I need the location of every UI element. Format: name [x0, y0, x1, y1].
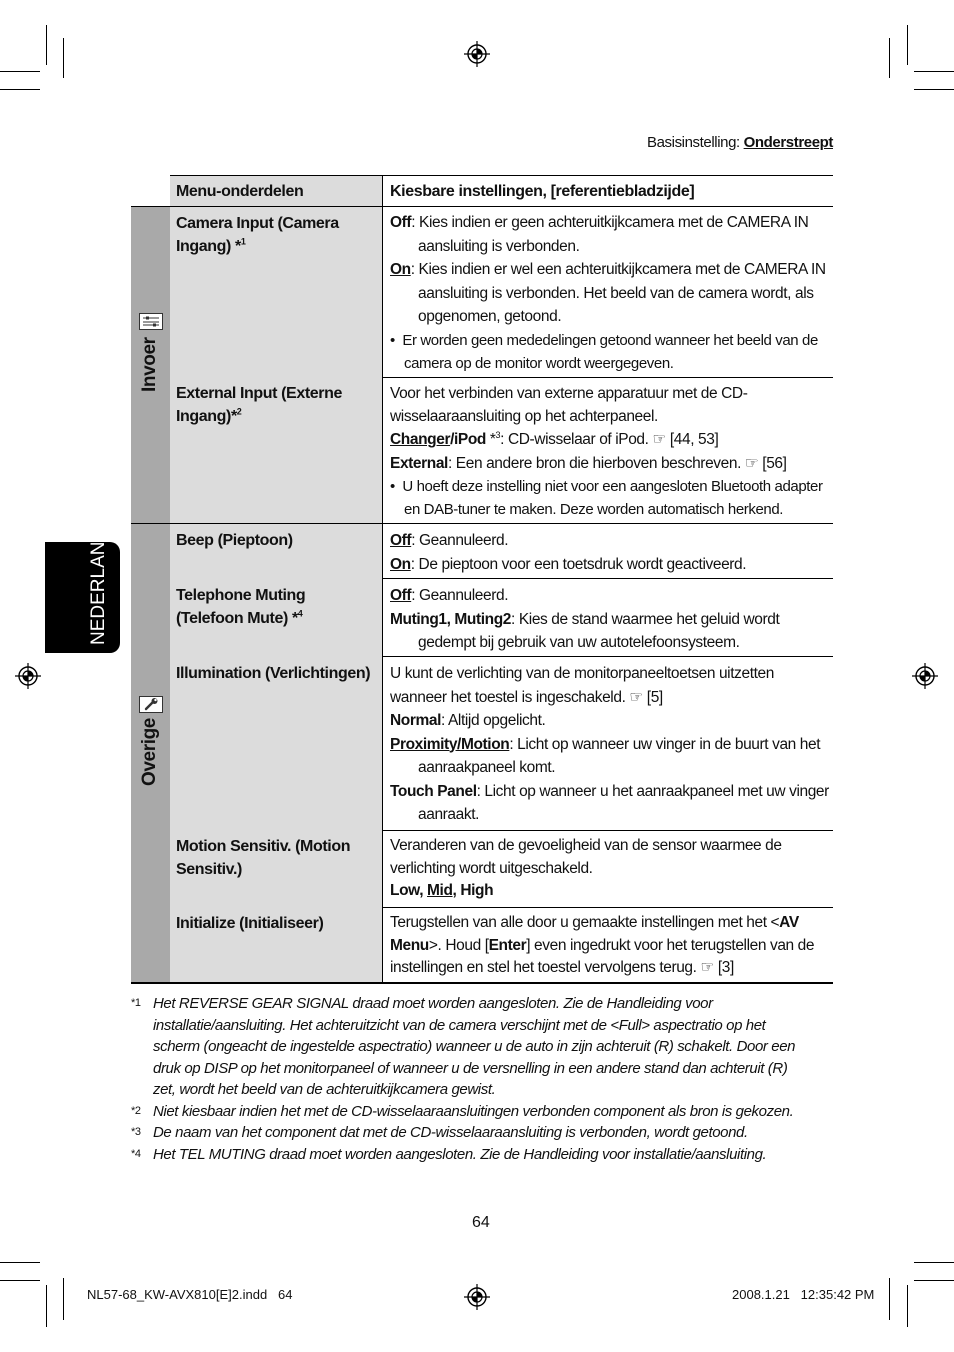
section-label-invoer: Invoer [139, 337, 160, 392]
wrench-icon [139, 696, 163, 713]
registration-mark-icon [464, 41, 490, 67]
default-setting-note [647, 134, 833, 151]
menu-item-motion-sensitiv: Motion Sensitiv. (Motion Sensitiv.) [176, 838, 351, 878]
menu-item-telephone-muting: Telephone Muting (Telefoon Mute) *$^4$ [176, 587, 306, 627]
print-file-name: NL57-68_KW-AVX810[E]2.indd 64 [87, 1287, 293, 1302]
menu-item-illumination: Illumination (Verlichtingen) [176, 665, 371, 682]
column-header-menu: Menu-onderdelen [176, 183, 304, 200]
settings-camera-input: Off: Kies indien er geen achteruitkijkcamera met de CAMERA IN aansluiting is verbonden. On: Kies indien er wel een achteruitkijkcamera met de CAMERA IN aansluiting is verbonden. Het beeld van de camera wordt, als opgenomen, getoond. • Er worden geen mededelingen getoond wanneer het beeld van de camera op de monitor wordt weergegeven. [390, 214, 826, 372]
input-icon [139, 313, 163, 330]
settings-initialize: Terugstellen van alle door u gemaakte instellingen met het <AV Menu>. Houd [Enter] even ingedrukt voor het terugstellen van de instellingen en stel het toestel vervolgens terug. ☞ [3] [390, 914, 815, 976]
settings-illumination: U kunt de verlichting van de monitorpaneeltoetsen uitzetten wanneer het toestel is ingeschakeld. ☞ [5] Normal: Altijd opgelicht. Proximity/Motion: Licht op wanneer uw vinger in de buurt van het aanraakpaneel komt. Touch Panel: Licht op wanneer u het aanraakpaneel met uw vinger aanraakt. [390, 665, 829, 823]
settings-telephone-muting: Off: Geannuleerd. Muting1, Muting2: Kies de stand waarmee het geluid wordt gedempt bij gebruik van uw autotelefoonsysteem. [390, 587, 780, 651]
menu-item-initialize: Initialize (Initialiseer) [176, 915, 324, 932]
page-number: 64 [472, 1214, 490, 1231]
settings-table [131, 175, 833, 984]
default-setting-label: Basisinstelling: [647, 134, 740, 151]
registration-mark-icon [912, 663, 938, 689]
settings-external-input: Voor het verbinden van externe apparatuur met de CD-wisselaaraansluiting op het achterpaneel. Changer/iPod *$^3$: CD-wisselaar of iPod. ☞ [44, 53] External: Een andere bron die hierboven beschreven. ☞ [56] • U hoeft deze instelling niet voor een aangesloten Bluetooth adapter en DAB-tuner te maken. Deze worden automatisch herkend. [390, 385, 823, 519]
settings-motion-sensitiv: Veranderen van de gevoeligheid van de sensor waarmee de verlichting wordt uitgeschakeld. Low, Mid, High [390, 837, 782, 899]
default-setting-underlined: Onderstreept [743, 134, 833, 151]
language-tab-label: NEDERLANDS [88, 515, 109, 645]
menu-item-camera-input: Camera Input (Camera Ingang) *$^1$ [176, 215, 339, 255]
column-header-settings: Kiesbare instellingen, [referentiebladzijde] [390, 183, 695, 200]
section-label-overige: Overige [139, 718, 160, 786]
menu-item-beep: Beep (Pieptoon) [176, 532, 293, 549]
print-timestamp: 2008.1.21 12:35:42 PM [732, 1287, 875, 1302]
settings-beep: Off: Geannuleerd. On: De pieptoon voor een toetsdruk wordt geactiveerd. [390, 532, 747, 573]
menu-item-external-input: External Input (Externe Ingang)*$^2$ [176, 385, 342, 425]
registration-mark-icon [464, 1284, 490, 1310]
registration-mark-icon [15, 663, 41, 689]
